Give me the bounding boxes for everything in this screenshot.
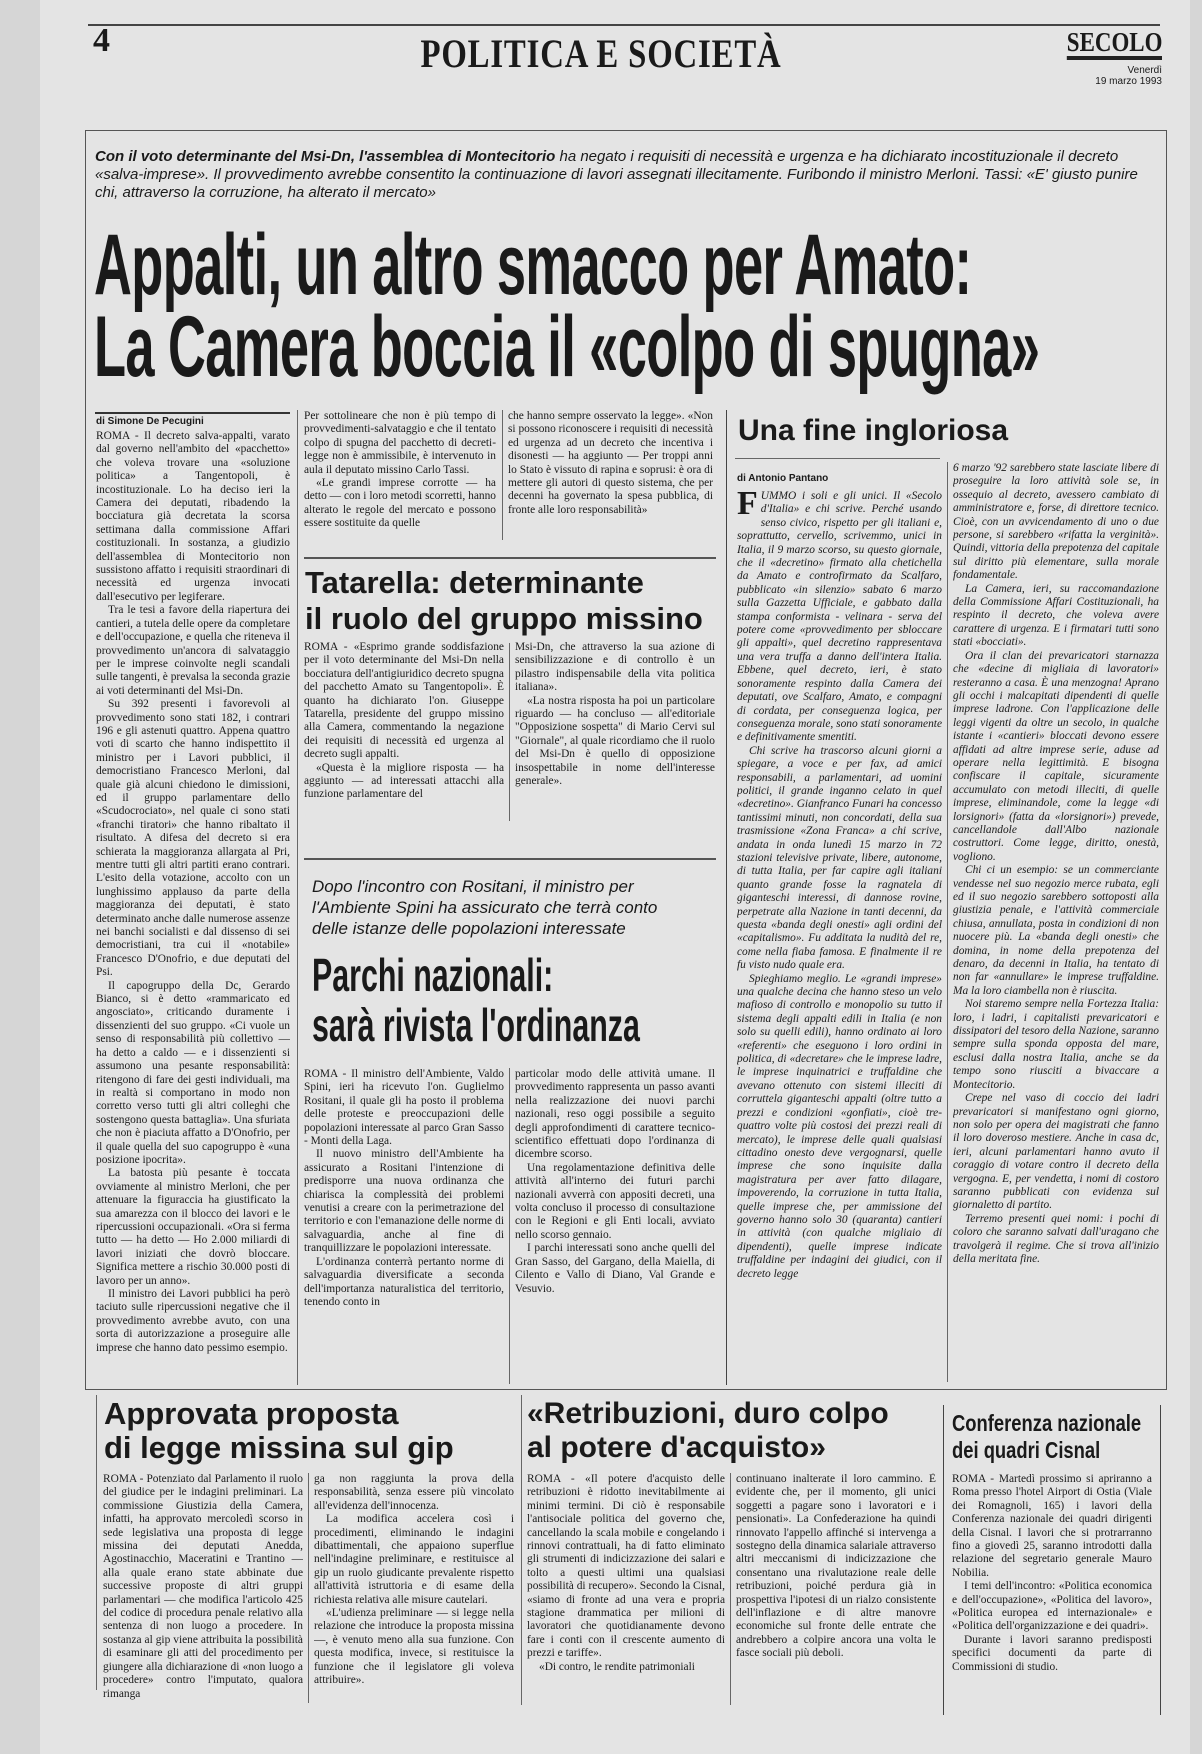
lead-deck-text: ha negato i requisiti di necessità e urgenza e ha dichiarato incostituzionale il decreto «salva-imprese». Il provvedimento avrebbe consentito la continuazione di lavori assegnati illecitamente. Furibondo il ministro Merloni. Tassi: «E' giusto punire chi, attraverso la corruzione, ha alterato il mercato» [95,148,1138,201]
column-divider [943,1405,944,1715]
paragraph: Spieghiamo meglio. Le «grandi imprese» una qualche decina che hanno steso un velo mafioso di controllo e monopolio su tutto il sistema degli appalti edili in Italia (e non solo su quelli edili), hanno ordinato ai loro «referenti» che eseguono i loro ordini in politica, di «decretare» che le imprese ladre, le imprese inquinatrici e truffaldine che avevano ottenuto con sistemi illeciti di corruttela giganteschi appalti (oltre tutto a prezzi e condizioni «gonfiati», cioè tre-quattro volte più costosi dei prezzi reali di mercato), le imprese delle quali qualsiasi cittadino onesto deve vergognarsi, quelle imprese che sono inquisite dalla magistratura per aver fatto dilagare, impoverendo, la corruzione in tutta Italia, quelle imprese che, per ammissione del governo hanno solo 30 (quaranta) cantieri in attività (con qualche migliaio di dipendenti), quelle imprese indicate truffaldine per indagini dei giudici, con il decreto legge [737,972,942,1280]
paragraph: 6 marzo '92 sarebbero state lasciate libere di proseguire la loro attività sole se, in ossequio al decreto, avessero cambiato di amministratore e, forse, di direttore tecnico. Cioè, con un avvicendamento di uno o due persone, si sarebbero «rifatta la verginità». Quindi, vittoria della prepotenza del capitale sul diritto più elementare, sulla morale fondamentale. [953,462,1159,582]
lead-headline-1: Appalti, un altro smacco per Amato: [94,217,972,313]
lead-column-3 [508,410,713,545]
paragraph: Chi ci un esempio: se un commerciante vendesse nel suo negozio merce rubata, egli ed il suo negozio sarebbero sottoposti alla giustizia penale, e l'attività commerciale chiusa, annullata, posta in condizioni di non nuocere più. La «banda degli onesti» che domina, in nome della prepotenza del denaro, da decenni in Italia, ha tentato di non far «annullare» le imprese truffaldine. Ma la loro ciambella non è riuscita. [953,864,1159,997]
editorial-column-1 [737,490,942,1385]
paragraph: ROMA - «Esprimo grande soddisfazione per il voto determinante del Msi-Dn nella bocciatura dell'antigiuridico decreto spugna del pacchetto Amato su Tangentopoli». È quanto ha dichiarato l'on. Giuseppe Tatarella, presidente del gruppo missino alla Camera, commentando la negazione dei requisiti di necessità ed urgenza al decreto sugli appalti. [304,641,504,761]
paragraph: Per sottolineare che non è più tempo di provvedimenti-salvataggio e che il tentato colpo di spugna del pacchetto di decreti-legge non è ammissibile, è intervenuto in aula il deputato missino Carlo Tassi. [304,410,496,476]
paragraph: La Camera, ieri, su raccomandazione della Commissione Affari Costituzionali, ha respinto il decreto, che voleva avere carattere di urgenza. E i firmatari tutti sono stati «bocciati». [953,582,1159,649]
paragraph: ROMA - Potenziato dal Parlamento il ruolo del giudice per le indagini preliminari. La commissione Giustizia della Camera, infatti, ha approvato mercoledì scorso in sede legislativa una proposta di legge missina dei deputati Anedda, Agostinacchio, Maceratini e Trantino — alla quale erano state abbinate due successive proposte di altri gruppi parlamentari — che modifica l'articolo 425 del codice di procedura penale relativo alla sentenza di non luogo a procedere. In sostanza al gip viene attribuita la possibilità di esaminare gli atti del procedimento per giungere alla dichiarazione di «non luogo a procedere» contro l'imputato, qualora rimanga [103,1473,303,1700]
masthead [1050,28,1162,87]
column-divider [96,1395,97,1690]
paragraph: Crepe nel vaso di coccio dei ladri prevaricatori si manifestano ogni giorno, non solo per opera dei magistrati che fanno il loro doveroso mestiere. Anche in casa dc, ieri, alcuni parlamentari hanno avuto il coraggio di votare contro il decreto della vergogna. E, per vendetta, i nomi di costoro saranno pubblicati con evidenza sul giornaletto di partito. [953,1092,1159,1212]
editorial-column-1-text [737,490,942,1281]
section-title: POLITICA E SOCIETÀ [420,31,782,76]
divider [735,458,940,459]
gip-column-1 [103,1473,303,1703]
parchi-column-2 [515,1068,715,1386]
paragraph: ROMA - Il ministro dell'Ambiente, Valdo Spini, ieri ha ricevuto l'on. Guglielmo Rositani, il quale gli ha posto il problema delle proteste e preoccupazioni delle popolazioni interessate al parco Gran Sasso - Monti della Laga. [304,1068,504,1148]
column-divider [726,410,727,1385]
drop-cap: F [737,490,758,522]
column-divider [947,462,948,1382]
lead-column-1 [96,430,290,1385]
paragraph: La batosta più pesante è toccata ovviamente al ministro Merloni, che per attenuare la figuraccia ha giustificato la sua amarezza con il blocco dei lavori e le ripercussioni occupazionali. «Ora si ferma tutto — ha detto — Ho 2.000 miliardi di lavori iniziati che dovrò bloccare. Significa mettere a rischio 30.000 posti di lavoro per un anno». [96,1167,290,1287]
column-divider [1160,1405,1161,1715]
gip-headline-1: Approvata proposta [104,1396,399,1431]
parchi-headline-1: Parchi nazionali: [312,949,554,1001]
gip-headline-2: di legge missina sul gip [104,1430,454,1465]
paragraph: UMMO i soli e gli unici. Il «Secolo d'Italia» e chi scrive. Perché usando senso civico, rispetto per gli italiani e, soprattutto, cervello, scrivemmo, unici in Italia, il 9 marzo scorso, su questo giornale, che il «decretino» firmato alla chetichella da Amato e controfirmato da Scalfaro, pubblicato «in silenzio» sabato 6 marzo sulla Gazzetta Ufficiale, e gabbato dalla stampa conformista - velinara - serva del potere come «provvedimento per sbloccare gli appalti», quel decretino rappresentava una vera truffa a danno dell'intera Italia. Ebbene, quel decreto, ieri, è stato sonoramente respinto dalla Camera dei deputati, ove Scalfaro, Amato, e compagni di cordata, per conseguenza logica, per conseguenza morale, sono stati sonoramente e definitivamente smentiti. [737,490,942,744]
divider [304,557,716,559]
lead-deck [95,148,1155,202]
issue-day: Venerdì [1127,65,1162,76]
editorial-column-2 [953,462,1159,1385]
paragraph: particolar modo delle attività umane. Il provvedimento rappresenta un passo avanti nella realizzazione dei nuovi parchi nazionali, reso oggi possibile a seguito degli approfondimenti di carattere tecnico-scientifico effettuati dopo l'ordinanza di dicembre scorso. [515,1068,715,1161]
page-number: 4 [93,22,110,59]
retribuzioni-headline-1: «Retribuzioni, duro colpo [527,1397,889,1430]
paragraph: Una regolamentazione definitiva delle attività all'interno dei futuri parchi nazionali avverrà con appositi decreti, una volta concluso il processo di consultazione con le Regioni e gli Enti locali, avviato nello scorso gennaio. [515,1161,715,1241]
paragraph: Il capogruppo della Dc, Gerardo Bianco, si è detto «rammaricato ed angosciato», criticando duramente i dissenzienti del suo gruppo. «Ci vuole un senso di responsabilità più collettivo — ha detto a caldo — e i dissenzienti si assumono una pesante responsabilità: ritengono di fare dei gesti individuali, ma in realtà si comportano in modo non corretto verso tutti gli altri colleghi che sostengono questa battaglia». Una sfuriata che non è piaciuta affatto a D'Onofrio, per il quale quella del suo capogruppo è «una posizione ipocrita». [96,979,290,1166]
tatarella-column-1 [304,641,504,821]
parchi-column-1 [304,1068,504,1386]
tatarella-headline-2: il ruolo del gruppo missino [305,601,703,636]
tatarella-column-2 [515,641,715,821]
paragraph: Msi-Dn, che attraverso la sua azione di sensibilizzazione e di controllo è un pilastro indispensabile della vita politica italiana». [515,641,715,694]
paragraph: «La nostra risposta ha poi un particolare riguardo — ha concluso — all'editoriale "Opposizione sospetta" di Mario Cervi sul "Giornale", al quale ricordiamo che il ruolo del Msi-Dn è quello di opposizione insospettabile in nome dell'interesse generale». [515,694,715,788]
paragraph: ROMA - Il decreto salva-appalti, varato dal governo nell'ambito del «pacchetto» che voleva trovare una «soluzione politica» a Tangentopoli, è incostituzionale. Lo ha deciso ieri la Camera dei deputati, ribadendo la bocciatura già decretata la scorsa settimana dalla commissione Affari costituzionali. In sostanza, a giudizio dell'assemblea di Montecitorio non sussistono affatto i requisiti straordinari di necessità ed urgenza invocati dall'esecutivo per legiferare. [96,430,290,603]
paragraph: Il ministro dei Lavori pubblici ha però taciuto sulle ripercussioni negative che il provvedimento avrebbe avuto, con una sorta di autorizzazione a proseguire alle imprese che hanno dato pessimo esempio. [96,1288,290,1354]
paragraph: che hanno sempre osservato la legge». «Non si possono riconoscere i requisiti di necessità ed urgenza ad un decreto che incentiva i disonesti — ha aggiunto — Per troppi anni lo Stato è vissuto di rapina e soprusi: è ora di mettere gli autori di questo sistema, che per decenni ha governato la spesa pubblica, di fronte alle loro responsabilità» [508,410,713,516]
paragraph: Terremo presenti quei nomi: i pochi di coloro che saranno salvati dall'uragano che travolgerà il regime. Che si trova all'inizio della meritata fine. [953,1212,1159,1265]
column-divider [730,1473,731,1705]
paragraph: Chi scrive ha trascorso alcuni giorni a spiegare, a voce e per fax, ad amici responsabili, a parlamentari, ad uomini politici, il grande inganno celato in quel «decretino». Gianfranco Funari ha concesso tantissimi minuti, non concordati, della sua trasmissione «Zona Franca» a chi scrive, andata in onda lunedì 15 marzo in 72 stazioni televisive private, libere, autonome, di tutta Italia, per far capire agli italiani quanto grande fosse la ragnatela di giganteschi interessi, di dannose rovine, perpetrate alla Nazione in tanti decenni, da questa «banda degli onesti» agli ordini del «capitalismo». Fu additata la nudità del re, come nella fiaba famosa. E finalmente il re fu visto nudo quale era. [737,744,942,972]
issue-date: 19 marzo 1993 [1095,76,1162,87]
paragraph: «Di contro, le rendite patrimoniali [539,1660,695,1673]
paragraph: La modifica accelera così i procedimenti, eliminando le indagini dibattimentali, che appaiono superflue nell'indagine preliminare, e restituisce al gip un ruolo giudicante prevalente rispetto all'attività istruttoria e di esame della richiesta relativa alle misure cautelari. [314,1513,514,1606]
parchi-headline-2: sarà rivista l'ordinanza [312,999,640,1051]
parchi-deck-lead: Dopo l'incontro con Rositani, [312,877,528,896]
lead-deck-bold: Con il voto determinante del Msi-Dn, l'assemblea di Montecitorio [95,148,556,165]
lead-headline-2: La Camera boccia il «colpo di spugna» [94,299,1040,395]
cisnal-headline-1: Conferenza nazionale [952,1410,1142,1436]
masthead-logo: SECOLO [1067,28,1162,60]
editorial-byline: di Antonio Pantano [737,473,829,484]
paragraph: «Le grandi imprese corrotte — ha detto — con i loro metodi scorretti, hanno alterato le regole del mercato e possono essere sostituite da quelle [304,477,496,530]
lead-column-2 [304,410,496,545]
paragraph: L'ordinanza conterrà pertanto norme di salvaguardia diversificate a seconda dell'importanza naturalistica del territorio, tenendo conto in [304,1255,504,1308]
cisnal-headline-2: dei quadri Cisnal [952,1437,1101,1463]
retribuzioni-headline-2: al potere d'acquisto» [527,1431,826,1464]
paragraph: Ora il clan dei prevaricatori starnazza che «decine di migliaia di lavoratori» resteranno a casa. È una menzogna! Aprano gli occhi i malcapitati dipendenti di quelle imprese ladrone. Con l'applicazione delle leggi vigenti da oltre un secolo, in qualche istante i «cantieri» bloccati devono essere affidati ad altre imprese serie, aduse ad operare nella legittimità. E bisogna confiscare il capitale, sicuramente accumulato con metodi illeciti, di quelle imprese, eliminandole, come la legge «di lorsignori» (fatta da «lorsignori») prevede, cancellandole dall'Albo nazionale costruttori. Come legge, diritto, onestà, vogliono. [953,649,1159,863]
paragraph: ROMA - Martedì prossimo si apriranno a Roma presso l'hotel Airport di Ostia (Viale dei Romagnoli, 165) i lavori della Conferenza nazionale dei quadri dirigenti della Cisnal. I lavori che si protrarranno fino a giovedì 25, saranno introdotti dalla relazione del segretario generale Mauro Nobilia. [952,1473,1152,1579]
divider [304,858,716,860]
paragraph: «Questa è la migliore risposta — ha aggiunto — ad interessati attacchi alla funzione parlamentare del [304,761,504,801]
paragraph: «L'udienza preliminare — si legge nella relazione che introduce la proposta missina —, è venuto meno alla sua funzione. Con questa modifica, invece, si restituisce la funzione che il legislatore gli voleva attribuire». [314,1607,514,1687]
paragraph: I parchi interessati sono anche quelli del Gran Sasso, del Gargano, della Maiella, di Cilento e Vallo di Diano, Val Grande e Vesuvio. [515,1242,715,1295]
column-divider [521,1395,522,1705]
paragraph: Su 392 presenti i favorevoli al provvedimento sono stati 182, i contrari 196 e gli astenuti quattro. Appena quattro voti di scarto che hanno indispettito il ministro per i Lavori pubblici, il democristiano Francesco Merloni, dal quale già alcuni chiedono le dimissioni, ed il gruppo parlamentare dello «Scudocrociato», nel quale ci sono stati «franchi tiratori» che hanno ribaltato il risultato. A difesa del decreto si era schierata la maggioranza allargata al Pri, mentre tutti gli altri partiti erano contrari. L'esito della votazione, accolto con un lunghissimo applauso da parte della maggioranza dei deputati, è stato determinato anche dalle numerose assenze nei banchi socialisti e dal dissenso di sei democristiani, tra cui il «notabile» Francesco D'Onofrio, e due deputati del Psi. [96,698,290,979]
paragraph: I temi dell'incontro: «Politica economica e dell'occupazione», «Politica del lavoro», «Politica europea ed internazionale» e «Politica dell'organizzazione e dei quadri». [952,1580,1152,1633]
parchi-deck-text: il ministro per l'Ambiente Spini ha assicurato che terrà conto delle istanze delle popolazioni interessate [312,877,658,938]
paragraph: ga non raggiunta la prova della responsabilità, senza essere più vincolato all'evidenza dell'innocenza. [314,1473,514,1512]
header-rule [88,24,1160,26]
column-divider [502,410,503,540]
gip-column-2 [314,1473,514,1703]
parchi-deck [312,876,692,939]
column-divider [509,643,510,821]
cisnal-column [952,1473,1152,1723]
paragraph: Il nuovo ministro dell'Ambiente ha assicurato a Rositani l'intenzione di predisporre una nuova ordinanza che chiarisca la complessità dei problemi venutisi a creare con la perimetrazione del territorio e con l'emanazione delle norme di salvaguardia, anche al fine di tranquillizzare le popolazioni interessate. [304,1148,504,1255]
column-divider [308,1473,309,1703]
paragraph: continuano inalterate il loro cammino. È evidente che, per il momento, gli unici soggetti a pagare sono i lavoratori e i pensionati». La Confederazione ha quindi rinnovato l'appello affinché si intervenga a sostegno della dinamica salariale attraverso altri meccanismi di indicizzazione che consentano una rivalutazione reale delle retribuzioni, poiché perdura già in prospettiva l'ipotesi di un rialzo consistente dell'inflazione e di altre manovre economiche sul fronte delle entrate che andrebbero a colpire ancora una volta le fasce sociali più deboli. [736,1473,936,1660]
tatarella-headline-1: Tatarella: determinante [305,565,644,600]
editorial-headline: Una fine ingloriosa [738,414,1009,447]
paragraph: ROMA - «Il potere d'acquisto delle retribuzioni è ridotto inevitabilmente ai minimi termini. Di ciò è responsabile l'antisociale politica del governo che, cancellando la scala mobile e congelando i rinnovi contrattuali, ha di fatto eliminato gli strumenti di indicizzazione dei salari e tolto a questi ultimi una qualsiasi possibilità di recupero». Secondo la Cisnal, «siamo di fronte ad una vera e propria stagione drammatica per milioni di lavoratori che quotidianamente devono fare i conti con il crescente aumento di prezzi e tariffe». [527,1473,725,1660]
paragraph: Tra le tesi a favore della riapertura dei cantieri, a tutela delle opere da completare e dell'occupazione, e quella che riteneva il provvedimento un'ancora di salvataggio per le imprese coinvolte negli scandali sulle tangenti, è prevalsa la seconda grazie ai voti determinanti del Msi-Dn. [96,604,290,697]
column-divider [509,1068,510,1384]
paragraph: Noi staremo sempre nella Fortezza Italia: loro, i ladri, i capitalisti prevaricatori e dissipatori del tesoro della Nazione, saranno sempre sulla sponda opposta del mare, esclusi dalla nostra Italia, anche se da tempo sono riusciti a bivaccare a Montecitorio. [953,998,1159,1091]
paragraph: Durante i lavori saranno predisposti specifici documenti da parte di Commissioni di studio. [952,1633,1152,1673]
retribuzioni-column-2 [736,1473,936,1705]
retribuzioni-column-1 [527,1473,725,1705]
lead-byline: di Simone De Pecugini [96,416,204,427]
divider [95,412,290,414]
column-divider [297,410,298,1385]
